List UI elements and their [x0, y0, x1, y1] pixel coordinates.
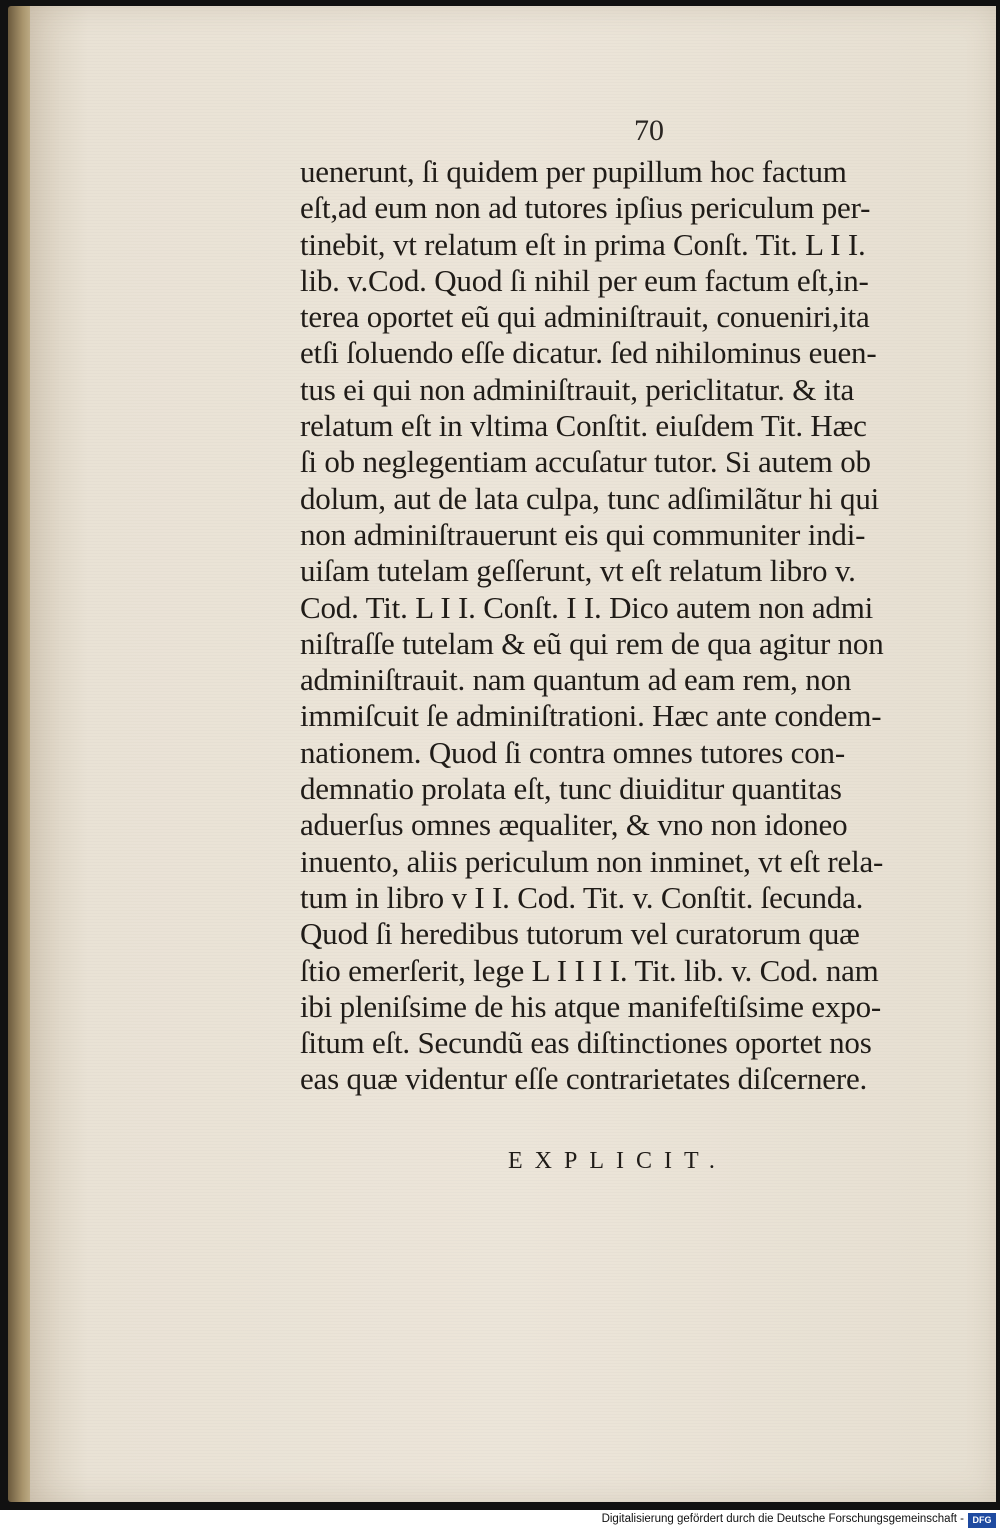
text-line: tinebit, vt relatum eſt in prima Conſt. Tit. L I I.: [300, 226, 866, 262]
text-line: ſi ob neglegentiam accuſatur tutor. Si autem ob: [300, 444, 871, 480]
text-line: Cod. Tit. L I I. Conſt. I I. Dico autem non admi: [300, 589, 874, 625]
text-line: inuento, aliis periculum non inminet, vt eſt rela-: [300, 843, 884, 879]
footer-bar: [0, 1510, 1000, 1532]
text-line: niſtraſſe tutelam & eũ qui rem de qua agitur non: [300, 625, 884, 661]
text-line: aduerſus omnes æqualiter, & vno non idoneo: [300, 807, 848, 843]
text-line: Quod ſi heredibus tutorum vel curatorum quæ: [300, 916, 860, 952]
text-line: ſitum eſt. Secundũ eas diſtinctiones oportet nos: [300, 1025, 872, 1061]
page-number: 70: [634, 114, 664, 147]
text-line: lib. v.Cod. Quod ſi nihil per eum factum eſt,in-: [300, 262, 869, 298]
text-line: uenerunt, ſi quidem per pupillum hoc factum: [300, 154, 847, 189]
footer-credit: Digitalisierung gefördert durch die Deutsche Forschungsgemeinschaft -: [601, 1513, 964, 1525]
text-line: demnatio prolata eſt, tunc diuiditur quantitas: [300, 771, 842, 807]
text-line: ibi pleniſsime de his atque manifeſtiſsime expo-: [300, 988, 881, 1024]
text-line: eas quæ videntur eſſe contrarietates diſcernere.: [300, 1061, 868, 1097]
text-line: uiſam tutelam geſſerunt, vt eſt relatum libro v.: [300, 553, 856, 589]
text-line: etſi ſoluendo eſſe dicatur. ſed nihilominus euen-: [300, 335, 877, 371]
text-line: terea oportet eũ qui adminiſtrauit, conueniri,ita: [300, 299, 870, 335]
text-line: dolum, aut de lata culpa, tunc adſimilãtur hi qui: [300, 480, 880, 516]
text-line: nationem. Quod ſi contra omnes tutores con-: [300, 734, 845, 770]
text-line: ſtio emerſerit, lege L I I I I. Tit. lib. v. Cod. nam: [300, 952, 879, 988]
dfg-logo: DFG: [968, 1513, 996, 1528]
text-line: tus ei qui non adminiſtrauit, periclitatur. & ita: [300, 371, 855, 407]
text-line: immiſcuit ſe adminiſtrationi. Hæc ante condem-: [300, 698, 882, 734]
text-line: relatum eſt in vltima Conſtit. eiuſdem Tit. Hæc: [300, 408, 867, 444]
text-block: [300, 154, 952, 1098]
text-line: adminiſtrauit. nam quantum ad eam rem, non: [300, 662, 852, 698]
text-line: tum in libro v I I. Cod. Tit. v. Conſtit. ſecunda.: [300, 879, 864, 915]
text-line: non adminiſtrauerunt eis qui communiter indi-: [300, 516, 866, 552]
text-line: eſt,ad eum non ad tutores ipſius periculum per-: [300, 190, 871, 226]
explicit-heading: EXPLICIT.: [508, 1148, 727, 1174]
